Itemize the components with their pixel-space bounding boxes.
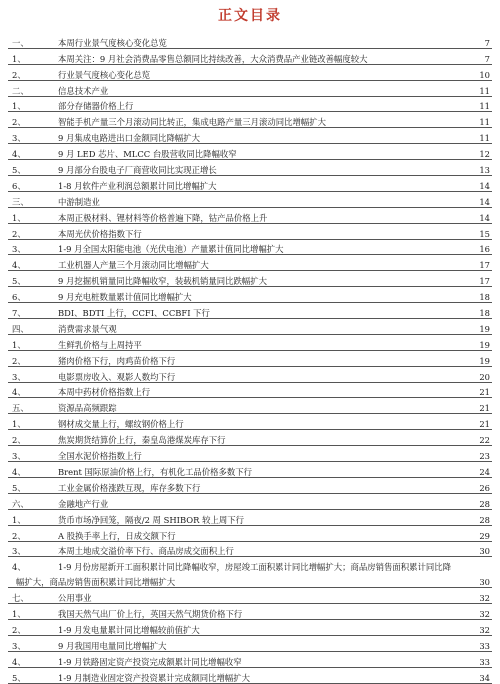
toc-entry-page: 28 xyxy=(479,514,490,525)
toc-entry-page: 23 xyxy=(479,451,490,462)
toc-entry-row[interactable] xyxy=(8,414,492,430)
toc-entry-row[interactable] xyxy=(8,112,492,128)
toc-entry-number: 3、 xyxy=(12,546,26,557)
table-of-contents xyxy=(8,33,492,684)
toc-entry-row[interactable] xyxy=(8,462,492,478)
toc-entry-title: 消费需求景气观 xyxy=(58,323,117,334)
toc-entry-page: 21 xyxy=(479,419,490,430)
toc-entry-number: 4、 xyxy=(12,387,26,398)
toc-entry-page: 20 xyxy=(479,371,490,382)
toc-entry-title: 本周行业景气度核心变化总览 xyxy=(58,37,167,48)
toc-entry-row[interactable] xyxy=(8,351,492,367)
toc-section-row[interactable] xyxy=(8,588,492,604)
toc-entry-page: 12 xyxy=(479,149,490,160)
toc-entry-number: 一、 xyxy=(12,37,29,48)
toc-entry-page: 33 xyxy=(479,656,490,667)
toc-entry-title: 信息技术产业 xyxy=(58,85,109,96)
toc-entry-page: 11 xyxy=(479,85,490,96)
toc-entry-number: 2、 xyxy=(12,435,26,446)
toc-section-row[interactable] xyxy=(8,192,492,208)
toc-entry-row[interactable] xyxy=(8,303,492,319)
toc-entry-row[interactable] xyxy=(8,383,492,399)
toc-section-row[interactable] xyxy=(8,33,492,49)
toc-entry-number: 5、 xyxy=(12,165,26,176)
toc-entry-row[interactable] xyxy=(8,240,492,256)
toc-entry-title: 中游制造业 xyxy=(58,196,100,207)
toc-section-row[interactable] xyxy=(8,494,492,510)
toc-entry-title: 货币市场净回笼，隔夜/2 周 SHIBOR 较上周下行 xyxy=(58,514,244,525)
toc-entry-title: 本周光伏价格指数下行 xyxy=(58,228,142,239)
toc-entry-title: 部分存储器价格上行 xyxy=(58,101,134,112)
toc-entry-title: 1-9 月份房屋新开工面积累计同比降幅收窄，房屋竣工面积累计同比增幅扩大；商品房销售面积累计同比降 xyxy=(58,562,452,573)
toc-entry-page: 34 xyxy=(479,672,490,683)
toc-section-row[interactable] xyxy=(8,398,492,414)
toc-entry-page: 14 xyxy=(479,196,490,207)
toc-entry-page: 30 xyxy=(479,546,490,557)
toc-entry-page: 17 xyxy=(479,260,490,271)
toc-entry-row[interactable] xyxy=(8,271,492,287)
toc-entry-page: 14 xyxy=(479,212,490,223)
toc-entry-number: 2、 xyxy=(12,117,26,128)
toc-entry-row[interactable] xyxy=(8,287,492,303)
toc-entry-page: 13 xyxy=(479,165,490,176)
toc-entry-number: 七、 xyxy=(12,593,29,604)
toc-entry-row[interactable] xyxy=(8,160,492,176)
toc-entry-number: 2、 xyxy=(12,69,26,80)
toc-entry-title: Brent 国际原油价格上行，有机化工品价格多数下行 xyxy=(58,466,253,477)
toc-entry-title: 1-9 月铁路固定资产投资完成额累计同比增幅收窄 xyxy=(58,656,242,667)
toc-entry-row[interactable] xyxy=(8,430,492,446)
toc-entry-row[interactable] xyxy=(8,255,492,271)
toc-entry-number: 1、 xyxy=(12,212,26,223)
toc-entry-number: 1、 xyxy=(12,101,26,112)
toc-entry-title: 工业机器人产量三个月滚动同比增幅扩大 xyxy=(58,260,209,271)
toc-entry-row[interactable] xyxy=(8,335,492,351)
toc-entry-row[interactable] xyxy=(8,652,492,668)
toc-section-row[interactable] xyxy=(8,81,492,97)
toc-entry-title: 钢材成交量上行，螺纹钢价格上行 xyxy=(58,419,184,430)
toc-entry-title: 本周土地成交溢价率下行、商品房成交面积上行 xyxy=(58,546,234,557)
toc-entry-number: 4、 xyxy=(12,656,26,667)
toc-entry-page: 15 xyxy=(479,228,490,239)
toc-entry-page: 7 xyxy=(484,37,490,48)
toc-entry-number: 六、 xyxy=(12,498,29,509)
toc-entry-number: 三、 xyxy=(12,196,29,207)
toc-entry-page: 28 xyxy=(479,498,490,509)
toc-entry-number: 7、 xyxy=(12,308,26,319)
toc-entry-number: 1、 xyxy=(12,608,26,619)
toc-entry-title: 本周中药材价格指数上行 xyxy=(58,387,151,398)
toc-entry-row[interactable] xyxy=(8,367,492,383)
toc-entry-title: 本周关注：9 月社会消费品零售总额同比持续改善，大众消费品产业链改善幅度较大 xyxy=(58,53,368,64)
toc-entry-title: 9 月集成电路进出口金额同比降幅扩大 xyxy=(58,133,200,144)
toc-entry-number: 4、 xyxy=(12,466,26,477)
toc-entry-page: 24 xyxy=(479,466,490,477)
toc-entry-page: 19 xyxy=(479,355,490,366)
toc-entry-page: 14 xyxy=(479,180,490,191)
toc-entry-page: 19 xyxy=(479,339,490,350)
toc-entry-title: 我国天然气出厂价上行，英国天然气期货价格下行 xyxy=(58,608,243,619)
toc-entry-number: 1、 xyxy=(12,339,26,350)
toc-entry-title: 行业景气度核心变化总览 xyxy=(58,69,151,80)
toc-entry-page: 30 xyxy=(479,577,490,588)
toc-entry-title: 1-8 月软件产业利润总额累计同比增幅扩大 xyxy=(58,180,217,191)
toc-entry-title: 9 月充电桩数量累计值同比增幅扩大 xyxy=(58,292,192,303)
toc-entry-number: 4、 xyxy=(12,260,26,271)
toc-entry-row[interactable] xyxy=(8,557,492,572)
toc-entry-row[interactable] xyxy=(8,668,492,684)
toc-section-row[interactable] xyxy=(8,319,492,335)
toc-entry-row[interactable] xyxy=(8,526,492,542)
toc-entry-page: 33 xyxy=(479,640,490,651)
toc-entry-number: 3、 xyxy=(12,640,26,651)
toc-entry-page: 19 xyxy=(479,323,490,334)
toc-entry-title: 生鲜乳价格与上周持平 xyxy=(58,339,142,350)
toc-entry-number: 1、 xyxy=(12,53,26,64)
toc-entry-row[interactable] xyxy=(8,176,492,192)
toc-entry-page: 21 xyxy=(479,403,490,414)
toc-entry-number: 四、 xyxy=(12,323,29,334)
toc-entry-number: 1、 xyxy=(12,514,26,525)
toc-entry-number: 3、 xyxy=(12,133,26,144)
toc-entry-title: 猪肉价格下行，肉鸡苗价格下行 xyxy=(58,355,176,366)
toc-entry-title: 9 月 LED 芯片、MLCC 台股营收同比降幅收窄 xyxy=(58,149,237,160)
toc-entry-title: 9 月挖掘机销量同比降幅收窄，装载机销量同比跌幅扩大 xyxy=(58,276,267,287)
toc-entry-row[interactable] xyxy=(8,65,492,81)
toc-entry-row[interactable] xyxy=(8,620,492,636)
toc-entry-number: 6、 xyxy=(12,292,26,303)
toc-entry-row[interactable] xyxy=(8,572,492,588)
toc-entry-row[interactable] xyxy=(8,128,492,144)
toc-entry-number: 5、 xyxy=(12,672,26,683)
toc-entry-row[interactable] xyxy=(8,144,492,160)
toc-entry-number: 2、 xyxy=(12,624,26,635)
toc-entry-title: 智能手机产量三个月滚动同比转正，集成电路产量三月滚动同比增幅扩大 xyxy=(58,117,326,128)
toc-entry-row[interactable] xyxy=(8,446,492,462)
toc-entry-page: 29 xyxy=(479,530,490,541)
toc-entry-page: 21 xyxy=(479,387,490,398)
toc-entry-page: 22 xyxy=(479,435,490,446)
toc-entry-page: 18 xyxy=(479,308,490,319)
toc-entry-page: 32 xyxy=(479,593,490,604)
toc-entry-title: 工业金属价格涨跌互现，库存多数下行 xyxy=(58,482,201,493)
toc-entry-title: 9 月我国用电量同比增幅扩大 xyxy=(58,640,167,651)
toc-entry-number: 五、 xyxy=(12,403,29,414)
toc-entry-row[interactable] xyxy=(8,208,492,224)
toc-entry-row[interactable] xyxy=(8,224,492,240)
toc-entry-page: 17 xyxy=(479,276,490,287)
toc-entry-page: 11 xyxy=(479,101,490,112)
toc-entry-number: 4、 xyxy=(12,149,26,160)
toc-entry-title: 金融地产行业 xyxy=(58,498,109,509)
toc-entry-title: 幅扩大，商品房销售面积累计同比增幅扩大 xyxy=(16,577,176,588)
toc-entry-number: 2、 xyxy=(12,228,26,239)
toc-entry-title: 1-9 月制造业固定资产投资累计完成额同比增幅扩大 xyxy=(58,672,251,683)
toc-entry-title: 全国水泥价格指数上行 xyxy=(58,451,142,462)
toc-entry-row[interactable] xyxy=(8,49,492,65)
toc-entry-row[interactable] xyxy=(8,97,492,113)
toc-entry-page: 11 xyxy=(479,133,490,144)
toc-entry-title: 1-9 月全国太阳能电池（光伏电池）产量累计值同比增幅扩大 xyxy=(58,244,284,255)
toc-entry-row[interactable] xyxy=(8,604,492,620)
toc-entry-title: 资源品高频跟踪 xyxy=(58,403,117,414)
toc-title: 正文目录 xyxy=(218,8,282,24)
toc-entry-number: 5、 xyxy=(12,276,26,287)
toc-entry-row[interactable] xyxy=(8,478,492,494)
toc-entry-number: 3、 xyxy=(12,451,26,462)
toc-entry-page: 32 xyxy=(479,608,490,619)
toc-entry-title: 本周正极材料、锂材料等价格普遍下降，钴产品价格上升 xyxy=(58,212,268,223)
toc-entry-title: 焦炭期货结算价上行，秦皇岛港煤炭库存下行 xyxy=(58,435,226,446)
toc-entry-page: 26 xyxy=(479,482,490,493)
toc-entry-row[interactable] xyxy=(8,542,492,558)
toc-entry-page: 16 xyxy=(479,244,490,255)
toc-entry-title: 1-9 月发电量累计同比增幅较前值扩大 xyxy=(58,624,200,635)
toc-entry-number: 3、 xyxy=(12,244,26,255)
toc-entry-page: 7 xyxy=(484,53,490,64)
toc-entry-number: 2、 xyxy=(12,355,26,366)
toc-entry-title: 9 月部分台股电子厂商营收同比实现正增长 xyxy=(58,165,217,176)
toc-entry-number: 6、 xyxy=(12,180,26,191)
toc-entry-number: 3、 xyxy=(12,371,26,382)
toc-entry-number: 4、 xyxy=(12,562,26,573)
toc-entry-number: 2、 xyxy=(12,530,26,541)
toc-entry-number: 二、 xyxy=(12,85,29,96)
toc-entry-title: A 股换手率上行，日成交额下行 xyxy=(58,530,176,541)
toc-entry-row[interactable] xyxy=(8,636,492,652)
toc-entry-page: 32 xyxy=(479,624,490,635)
toc-entry-page: 18 xyxy=(479,292,490,303)
toc-entry-row[interactable] xyxy=(8,510,492,526)
toc-entry-title: 公用事业 xyxy=(58,593,92,604)
toc-entry-number: 5、 xyxy=(12,482,26,493)
toc-entry-page: 11 xyxy=(479,117,490,128)
toc-entry-title: BDI、BDTI 上行，CCFI、CCBFI 下行 xyxy=(58,308,210,319)
toc-entry-page: 10 xyxy=(479,69,490,80)
toc-entry-number: 1、 xyxy=(12,419,26,430)
toc-entry-title: 电影票房收入、观影人数均下行 xyxy=(58,371,176,382)
